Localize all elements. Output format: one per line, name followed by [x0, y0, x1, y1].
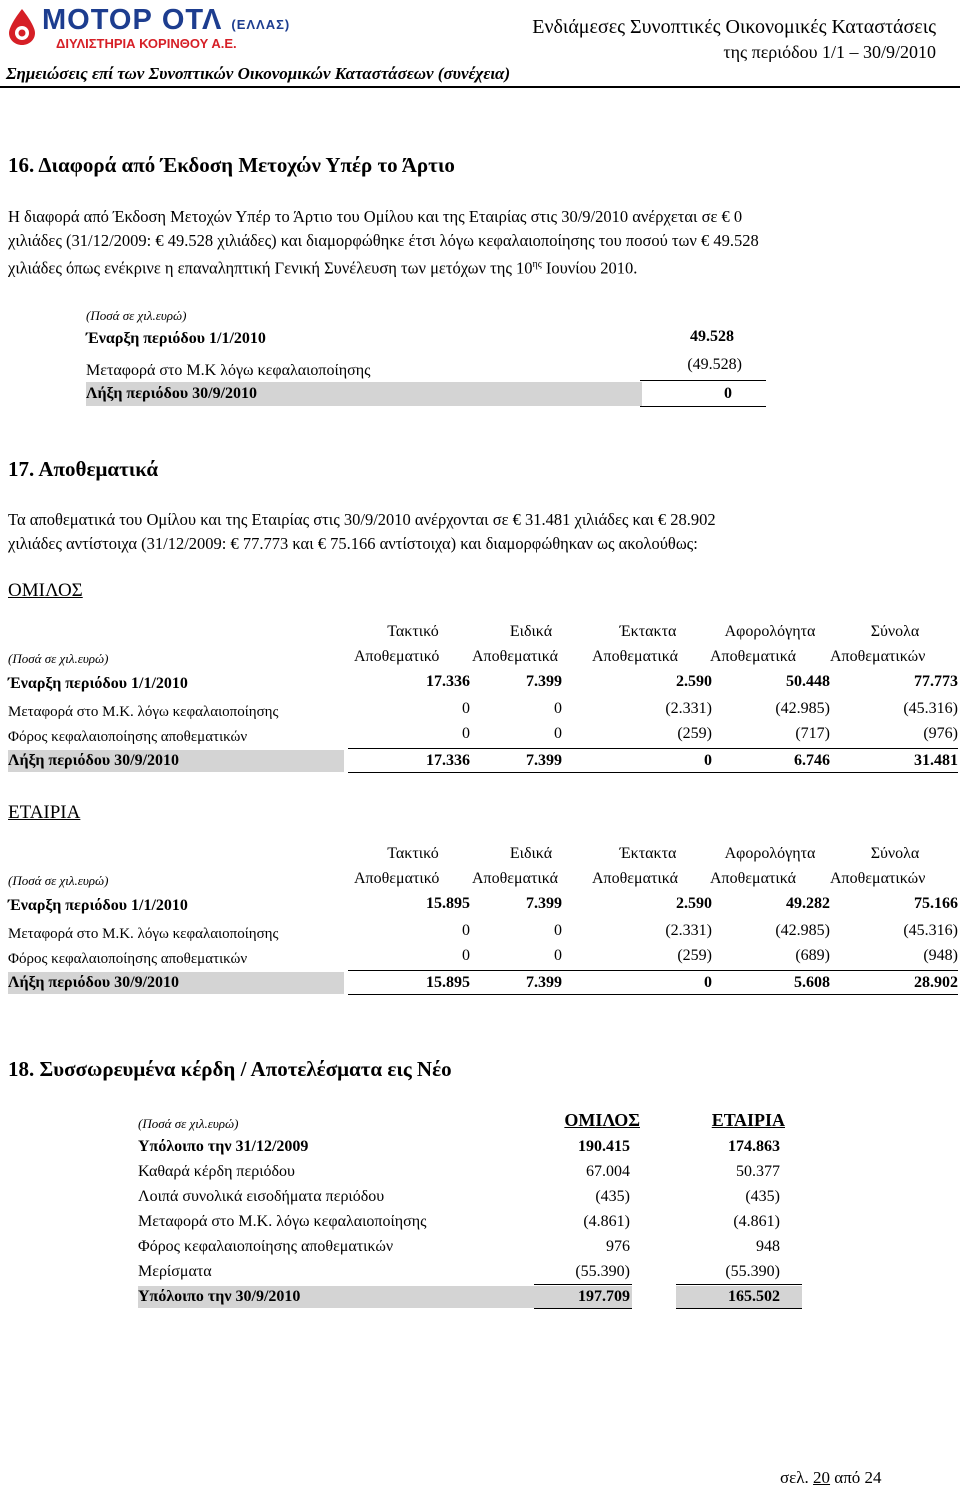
note18-row3-group: (4.861) [583, 1213, 630, 1230]
company-unit: (Ποσά σε χιλ.ευρώ) [8, 873, 109, 888]
note17-paragraph [8, 508, 938, 556]
company-row1-v0: 0 [462, 922, 470, 939]
company-row3-v0: 15.895 [426, 974, 470, 991]
group-col3-top: Αφορολόγητα [724, 623, 816, 640]
company-col1-bottom: Αποθεματικά [472, 870, 559, 887]
company-col3-top: Αφορολόγητα [724, 845, 816, 862]
note17-heading: 17. Αποθεματικά [8, 457, 159, 481]
company-row1-v4: (45.316) [903, 922, 958, 939]
group-row1-v3: (42.985) [775, 700, 830, 717]
note18-row4-label: Φόρος κεφαλαιοποίησης αποθεματικών [138, 1238, 394, 1255]
note18-rule-group-bottom [534, 1308, 632, 1309]
logo-ellas: (ΕΛΛΑΣ) [231, 17, 291, 32]
note18-row3-company: (4.861) [733, 1213, 780, 1230]
group-col2-top: Έκτακτα [619, 623, 677, 640]
page-number: σελ. 20 από 24 [780, 1468, 882, 1487]
note16-row0-label: Έναρξη περιόδου 1/1/2010 [86, 330, 266, 347]
note18-row1-company: 50.377 [736, 1163, 780, 1180]
company-rule [348, 970, 958, 971]
note18-row5-group: (55.390) [575, 1263, 630, 1280]
group-row2-v4: (976) [923, 725, 958, 742]
company-row1-v2: (2.331) [665, 922, 712, 939]
company-row0-v0: 15.895 [426, 895, 470, 912]
company-row2-v1: 0 [554, 947, 562, 964]
note18-row3-label: Μεταφορά στο Μ.Κ. λόγω κεφαλαιοποίησης [138, 1213, 427, 1230]
company-col0-top: Τακτικό [387, 845, 439, 862]
note18-unit: (Ποσά σε χιλ.ευρώ) [138, 1116, 239, 1131]
group-row3-v0: 17.336 [426, 752, 470, 769]
group-row2-v0: 0 [462, 725, 470, 742]
company-row2-v3: (689) [795, 947, 830, 964]
group-col2-bottom: Αποθεματικά [592, 648, 679, 665]
drop-logo-icon [6, 8, 38, 46]
note16-row1-label: Μεταφορά στο Μ.Κ λόγω κεφαλαιοποίησης [86, 362, 371, 379]
page-current: 20 [813, 1468, 831, 1487]
company-logo-subtitle: ΔΙΥΛΙΣΤΗΡΙΑ ΚΟΡΙΝΘΟΥ Α.Ε. [56, 36, 237, 51]
group-row1-label: Μεταφορά στο Μ.Κ. λόγω κεφαλαιοποίησης [8, 704, 279, 720]
company-logo-text: ΜΟΤΟΡ ΟΤΛ (ΕΛΛΑΣ) [42, 4, 291, 36]
group-col0-top: Τακτικό [387, 623, 439, 640]
note18-row5-company: (55.390) [725, 1263, 780, 1280]
company-col2-bottom: Αποθεματικά [592, 870, 679, 887]
group-row2-v1: 0 [554, 725, 562, 742]
group-col1-top: Ειδικά [509, 623, 553, 640]
note18-row2-company: (435) [745, 1188, 780, 1205]
group-rule-bottom [348, 772, 958, 773]
note16-line1: Η διαφορά από Έκδοση Μετοχών Υπέρ το Άρτιο του Ομίλου και της Εταιρίας στις 30/9/2010 ανέρχεται σε € 0 [8, 207, 743, 226]
note18-row0-label: Υπόλοιπο την 31/12/2009 [138, 1138, 309, 1155]
company-row2-label: Φόρος κεφαλαιοποίησης αποθεματικών [8, 951, 248, 967]
note16-rule [640, 380, 766, 381]
company-row3-v1: 7.399 [526, 974, 562, 991]
company-row3-v4: 28.902 [914, 974, 958, 991]
header-divider [0, 86, 960, 88]
group-row1-v4: (45.316) [903, 700, 958, 717]
company-row0-v4: 75.166 [914, 895, 958, 912]
group-row2-v3: (717) [795, 725, 830, 742]
group-row0-label: Έναρξη περιόδου 1/1/2010 [8, 675, 188, 692]
company-rule-bottom [348, 994, 958, 995]
company-col4-top: Σύνολα [870, 845, 920, 862]
note18-col-company: ΕΤΑΙΡΙΑ [711, 1110, 785, 1130]
note18-row4-group: 976 [606, 1238, 630, 1255]
note18-row0-company: 174.863 [728, 1138, 780, 1155]
group-row0-v0: 17.336 [426, 673, 470, 690]
company-col1-top: Ειδικά [509, 845, 553, 862]
note17-line1: Τα αποθεματικά του Ομίλου και της Εταιρίας στις 30/9/2010 ανέρχονται σε € 31.481 χιλιάδες και € 28.902 [8, 510, 716, 529]
header-title: Ενδιάμεσες Συνοπτικές Οικονομικές Καταστάσεις [532, 16, 936, 38]
group-row1-v0: 0 [462, 700, 470, 717]
note16-row1-value: (49.528) [687, 356, 742, 373]
group-row1-v1: 0 [554, 700, 562, 717]
note18-row1-label: Καθαρά κέρδη περιόδου [138, 1163, 295, 1180]
group-title: ΟΜΙΛΟΣ [8, 580, 83, 601]
group-row0-v1: 7.399 [526, 673, 562, 690]
group-col1-bottom: Αποθεματικά [472, 648, 559, 665]
company-row1-label: Μεταφορά στο Μ.Κ. λόγω κεφαλαιοποίησης [8, 926, 279, 942]
group-row0-v4: 77.773 [914, 673, 958, 690]
note18-row6-label: Υπόλοιπο την 30/9/2010 [138, 1288, 301, 1305]
note18-row2-group: (435) [595, 1188, 630, 1205]
group-row1-v2: (2.331) [665, 700, 712, 717]
company-row2-v4: (948) [923, 947, 958, 964]
company-row3-v2: 0 [704, 974, 712, 991]
note18-rule-group [534, 1284, 632, 1285]
company-row0-v3: 49.282 [786, 895, 830, 912]
note16-paragraph [8, 205, 938, 281]
company-col4-bottom: Αποθεματικών [830, 870, 926, 887]
group-row3-v3: 6.746 [794, 752, 830, 769]
note16-row0-value: 49.528 [690, 328, 734, 345]
group-row3-v4: 31.481 [914, 752, 958, 769]
group-col4-bottom: Αποθεματικών [830, 648, 926, 665]
group-unit: (Ποσά σε χιλ.ευρώ) [8, 651, 109, 666]
company-col2-top: Έκτακτα [619, 845, 677, 862]
note18-row5-label: Μερίσματα [138, 1263, 212, 1280]
company-row3-v3: 5.608 [794, 974, 830, 991]
company-row3-label: Λήξη περιόδου 30/9/2010 [8, 974, 180, 991]
header-period: της περιόδου 1/1 – 30/9/2010 [723, 42, 936, 62]
company-row2-v0: 0 [462, 947, 470, 964]
note18-row6-company: 165.502 [728, 1288, 780, 1305]
company-row1-v1: 0 [554, 922, 562, 939]
note16-row2-value: 0 [724, 385, 732, 402]
group-rule [348, 748, 958, 749]
note18-row2-label: Λοιπά συνολικά εισοδήματα περιόδου [138, 1188, 385, 1205]
note16-rule-bottom [640, 406, 766, 407]
note18-row4-company: 948 [756, 1238, 780, 1255]
company-row0-label: Έναρξη περιόδου 1/1/2010 [8, 897, 188, 914]
group-row2-label: Φόρος κεφαλαιοποίησης αποθεματικών [8, 729, 248, 745]
note16-line2: χιλιάδες (31/12/2009: € 49.528 χιλιάδες) και διαμορφώθηκε έτσι λόγω κεφαλαιοποίησης του ποσού των € 49.528 [8, 231, 759, 250]
group-col0-bottom: Αποθεματικό [354, 648, 440, 665]
group-row0-v2: 2.590 [676, 673, 712, 690]
company-title: ΕΤΑΙΡΙΑ [8, 802, 81, 823]
note18-heading: 18. Συσσωρευμένα κέρδη / Αποτελέσματα εις Νέο [8, 1057, 452, 1081]
group-col4-top: Σύνολα [870, 623, 920, 640]
group-row3-v2: 0 [704, 752, 712, 769]
note18-row1-group: 67.004 [586, 1163, 630, 1180]
group-row3-v1: 7.399 [526, 752, 562, 769]
company-col3-bottom: Αποθεματικά [710, 870, 797, 887]
group-row0-v3: 50.448 [786, 673, 830, 690]
company-row0-v2: 2.590 [676, 895, 712, 912]
company-col0-bottom: Αποθεματικό [354, 870, 440, 887]
note18-col-group: ΟΜΙΛΟΣ [564, 1110, 640, 1130]
note18-row6-group: 197.709 [578, 1288, 630, 1305]
note18-rule-company-bottom [676, 1308, 802, 1309]
note16-unit: (Ποσά σε χιλ.ευρώ) [86, 308, 187, 323]
note16-line3: χιλιάδες όπως ενέκρινε η επαναληπτική Γενική Συνέλευση των μετόχων της $10^{\eta\varsigma}$ Ιουνίου 2010. [8, 258, 638, 278]
company-row2-v2: (259) [677, 947, 712, 964]
page-total: 24 [864, 1468, 882, 1487]
note18-rule-company [676, 1284, 802, 1285]
group-row3-label: Λήξη περιόδου 30/9/2010 [8, 752, 180, 769]
note18-row0-group: 190.415 [578, 1138, 630, 1155]
header-subtitle: Σημειώσεις επί των Συνοπτικών Οικονομικών Καταστάσεων (συνέχεια) [6, 64, 511, 83]
company-row1-v3: (42.985) [775, 922, 830, 939]
group-row2-v2: (259) [677, 725, 712, 742]
note16-row2-label: Λήξη περιόδου 30/9/2010 [86, 385, 258, 402]
note17-line2: χιλιάδες αντίστοιχα (31/12/2009: € 77.773 και € 75.166 αντίστοιχα) και διαμορφώθηκαν ως ακολούθως: [8, 534, 698, 553]
company-row0-v1: 7.399 [526, 895, 562, 912]
note16-heading: 16. Διαφορά από Έκδοση Μετοχών Υπέρ το Άρτιο [8, 153, 455, 177]
group-col3-bottom: Αποθεματικά [710, 648, 797, 665]
